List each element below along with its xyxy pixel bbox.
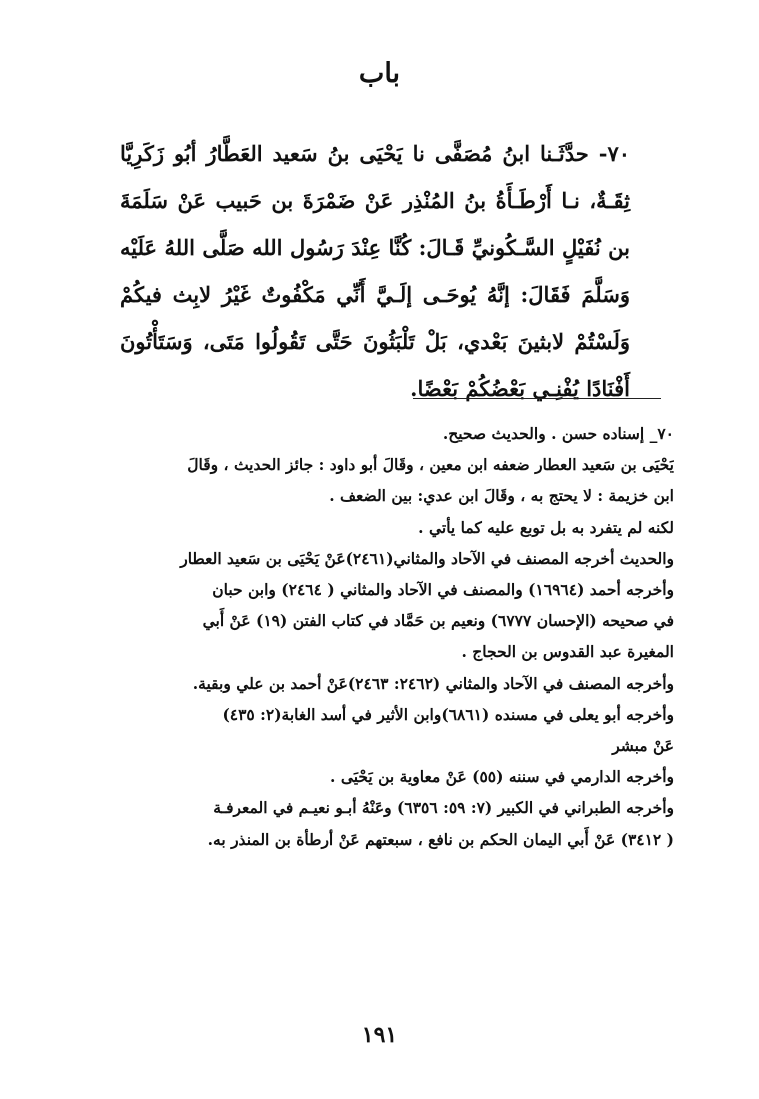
footnote-line: ٧٠_ إسناده حسن . والحديث صحيح. (442, 424, 674, 443)
footnote-line: وأخرجه أبو يعلى في مسنده (٦٨٦١)وابن الأثير في أسد الغابة(٢: ٤٣٥) (222, 704, 674, 724)
footnote-line: ( ٣٤١٢) عَنْ أَبي اليمان الحكم بن نافع ، سبعتهم عَنْ أرطأة بن المنذر به. (207, 829, 674, 849)
footnote-line: وأخرجه الدارمي في سننه (٥٥) عَنْ معاوية بن يَحْيَى . (330, 767, 674, 787)
footnote-line: يَحْيَى بن سَعيد العطار ضعفه ابن معين ، وقَالَ أبو داود : جائز الحديث ، وقَالَ (187, 455, 674, 475)
footnote-line: والحديث أخرجه المصنف في الآحاد والمثاني(٢٤٦١)عَنْ يَحْيَى بن سَعيد العطار (180, 548, 674, 568)
footnote-line: وأخرجه المصنف في الآحاد والمثاني (٢٤٦٢: ٢٤٦٣)عَنْ أحمد بن علي وبقية. (192, 673, 674, 693)
footnote-divider (413, 398, 661, 399)
footnote-line: وأخرجه الطبراني في الكبير (٧: ٥٩: ٦٣٥٦) وعَنْهُ أبـو نعيـم في المعرفـة (213, 798, 674, 818)
footnote-line: عَنْ مبشر (612, 736, 674, 756)
page-number: ١٩١ (361, 1022, 398, 1048)
footnote-line: ابن خزيمة : لا يحتج به ، وقَالَ ابن عدي: بين الضعف . (329, 486, 674, 506)
footnote-line: المغيرة عبد القدوس بن الحجاج . (461, 642, 674, 662)
footnote-line: في صحيحه (الإحسان ٦٧٧٧) ونعيم بن حَمَّاد في كتاب الفتن (١٩) عَنْ أَبي (202, 611, 674, 631)
chapter-title: باب (358, 58, 401, 89)
hadith-text: ٧٠- حدَّثَـنا ابنُ مُصَفَّى نا يَحْيَى بنُ سَعيد العَطَّارُ أبُو زَكَرِيَّا ثِقَـةٌ، نـا أَرْطَـأَةُ بنُ المُنْذِر عَنْ ضَمْرَةَ بن حَبيب عَنْ سَلَمَةَ بن نُفَيْلٍ السَّـكُونيِّ قَـالَ: كُنَّا عِنْدَ رَسُول الله صَلَّى اللهُ عَلَيْه وَسَلَّمَ فَقَالَ: إنَّهُ يُوحَـى إلَـيَّ أَنِّي مَكْفُوتٌ غَيْرُ لابِث فيكُمْ وَلَسْتُمْ لابثينَ بَعْدي، بَلْ تَلْبَثُونَ حَتَّى تَقُولُوا مَتَى، وَسَتَأْتُونَ أَفْنَادًا يُفْنِـي بَعْضُكُمْ بَعْضًا. (120, 141, 630, 401)
footnote-line: وأخرجه أحمد (١٦٩٦٤) والمصنف في الآحاد والمثاني ( ٢٤٦٤) وابن حبان (212, 580, 674, 600)
footnotes (112, 418, 674, 855)
footnote-line: لكنه لم يتفرد به بل توبع عليه كما يأتي . (418, 517, 674, 537)
